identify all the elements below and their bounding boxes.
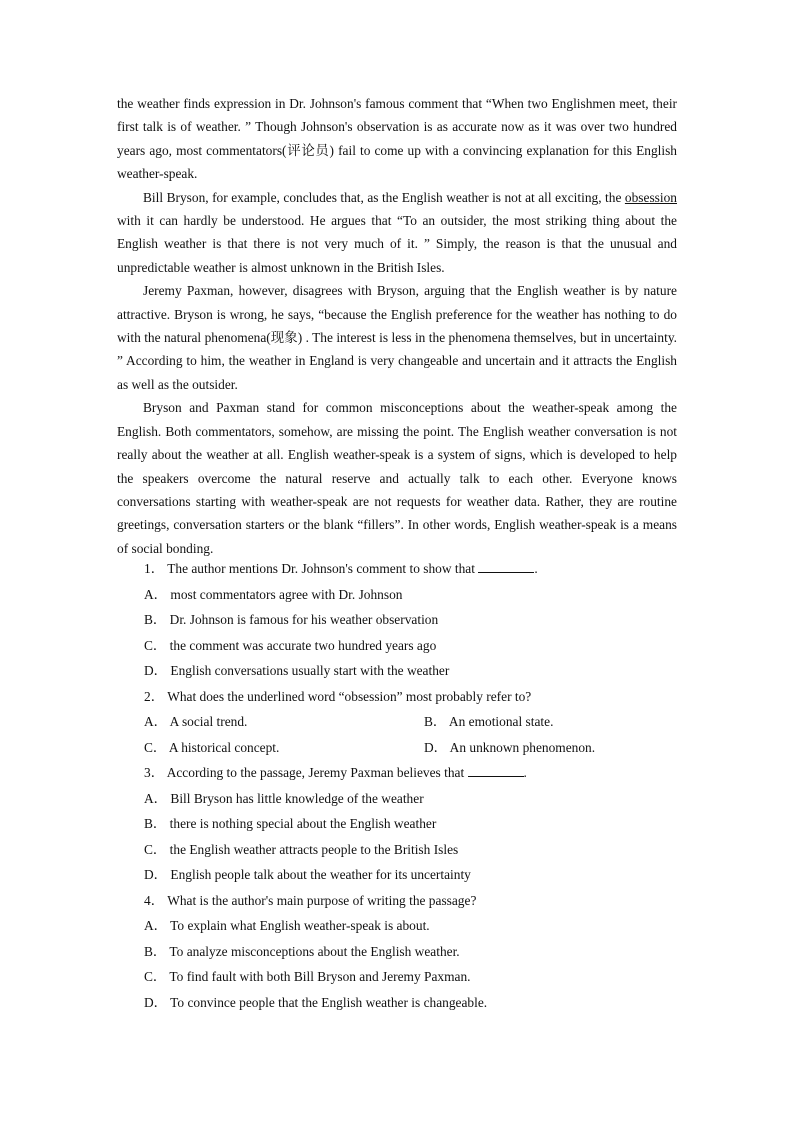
question-3-end: . xyxy=(523,765,527,780)
question-1-option-b: B． Dr. Johnson is famous for his weather observation xyxy=(144,612,439,627)
answer-blank xyxy=(478,560,534,573)
paragraph-2-text-end: with it can hardly be understood. He argues that “To an outsider, the most striking thing about the English weather is that there is not very much of it. ” Simply, the reason is that the unusual and unpredictable weather is almost unknown in the British Isles. xyxy=(117,213,677,275)
paragraph-2-text-start: Bill Bryson, for example, concludes that, as the English weather is not at all exciting, the xyxy=(143,189,625,205)
reading-passage xyxy=(117,92,677,560)
question-4-option-c: C． To find fault with both Bill Bryson and Jeremy Paxman. xyxy=(144,969,471,984)
question-3-stem xyxy=(117,760,677,786)
question-2-options-row-2 xyxy=(117,735,677,761)
question-list xyxy=(117,556,677,1015)
question-3-option-b: B． there is nothing special about the English weather xyxy=(144,816,437,831)
paragraph-2 xyxy=(117,186,677,280)
question-3-text: 3． According to the passage, Jeremy Paxman believes that xyxy=(144,765,468,780)
question-4-option-a: A． To explain what English weather-speak is about. xyxy=(144,918,430,933)
question-1-option-a: A． most commentators agree with Dr. Johnson xyxy=(144,586,403,602)
paragraph-3: Jeremy Paxman, however, disagrees with Bryson, arguing that the English weather is by nature attractive. Bryson is wrong, he says, “because the English preference for the weather has nothing to do with the natural phenomena(现象) . The interest is less in the phenomena themselves, but in uncertainty. ” According to him, the weather in England is very changeable and uncertain and it attracts the English as well as the outsider. xyxy=(117,283,677,392)
question-1-text: 1． The author mentions Dr. Johnson's comment to show that xyxy=(144,561,479,576)
question-2-option-a: A． A social trend. xyxy=(144,714,248,729)
question-4-option-d: D． To convince people that the English weather is changeable. xyxy=(144,994,488,1010)
question-1-end: . xyxy=(534,561,538,576)
paragraph-1: the weather finds expression in Dr. Johnson's famous comment that “When two Englishmen meet, their first talk is of weather. ” Though Johnson's observation is as accurate now as it was over two hundred years ago, most commentators(评论员) fail to come up with a convincing explanation for this English weather-speak. xyxy=(117,96,677,182)
question-2-option-b: B． An emotional state. xyxy=(424,714,554,729)
question-1-option-d: D． English conversations usually start with the weather xyxy=(144,663,450,678)
question-2-option-d: D． An unknown phenomenon. xyxy=(424,739,596,755)
question-3-option-c: C． the English weather attracts people to the British Isles xyxy=(144,841,459,857)
question-4-stem: 4． What is the author's main purpose of writing the passage? xyxy=(144,892,477,908)
question-2-option-c: C． A historical concept. xyxy=(144,739,280,755)
question-4-option-b: B． To analyze misconceptions about the English weather. xyxy=(144,943,460,959)
question-1-stem xyxy=(117,556,677,582)
question-3-option-d: D． English people talk about the weather for its uncertainty xyxy=(144,867,471,882)
underlined-word-obsession: obsession xyxy=(624,189,677,205)
question-1-option-c: C． the comment was accurate two hundred years ago xyxy=(144,637,437,653)
question-2-stem: 2． What does the underlined word “obsession” most probably refer to? xyxy=(144,688,532,704)
paragraph-4: Bryson and Paxman stand for common misconceptions about the weather-speak among the English. Both commentators, somehow, are missing the point. The English weather conversation is not really about the weather at all. English weather-speak is a system of signs, which is developed to help the speakers overcome the natural reserve and actually talk to each other. Everyone knows conversations starting with weather-speak are not requests for weather data. Rather, they are routine greetings, conversation starters or the blank “fillers”. In other words, English weather-speak is a means of social bonding. xyxy=(117,400,677,556)
question-3-option-a: A． Bill Bryson has little knowledge of the weather xyxy=(144,790,424,806)
answer-blank xyxy=(468,764,524,777)
question-2-options-row-1 xyxy=(117,709,677,735)
